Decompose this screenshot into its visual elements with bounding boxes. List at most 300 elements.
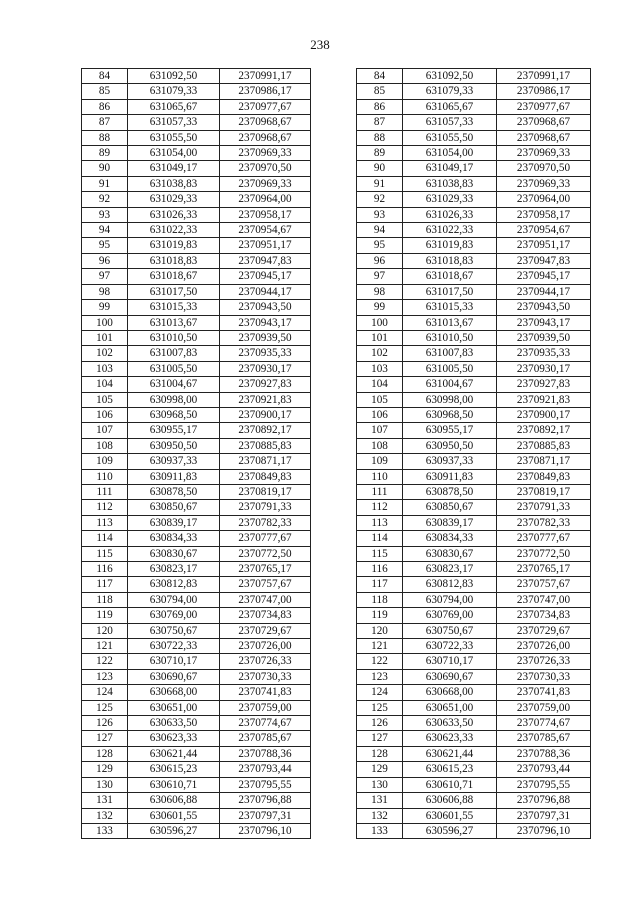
left-point-number-cell: 133 [82,823,128,838]
left-x-coordinate-cell: 630750,67 [128,623,220,638]
left-y-coordinate-cell: 2370943,50 [220,300,311,315]
left-point-number-cell: 92 [82,192,128,207]
table-row [82,546,591,561]
left-x-coordinate-cell: 631038,83 [128,176,220,191]
coordinates-table [81,68,591,839]
left-x-coordinate-cell: 631018,83 [128,253,220,268]
table-row [82,716,591,731]
right-point-number-cell: 130 [357,777,403,792]
right-point-number-cell: 91 [357,176,403,191]
left-y-coordinate-cell: 2370968,67 [220,130,311,145]
left-y-coordinate-cell: 2370796,88 [220,793,311,808]
left-point-number-cell: 122 [82,654,128,669]
left-y-coordinate-cell: 2370772,50 [220,546,311,561]
left-y-coordinate-cell: 2370991,17 [220,69,311,84]
right-y-coordinate-cell: 2370977,67 [497,99,591,114]
left-point-number-cell: 126 [82,716,128,731]
left-point-number-cell: 124 [82,685,128,700]
right-y-coordinate-cell: 2370935,33 [497,346,591,361]
column-gap [311,716,357,731]
left-y-coordinate-cell: 2370944,17 [220,284,311,299]
right-y-coordinate-cell: 2370930,17 [497,361,591,376]
right-point-number-cell: 125 [357,700,403,715]
right-x-coordinate-cell: 630601,55 [403,808,497,823]
right-point-number-cell: 116 [357,562,403,577]
table-row [82,284,591,299]
left-point-number-cell: 129 [82,762,128,777]
left-y-coordinate-cell: 2370777,67 [220,531,311,546]
left-point-number-cell: 94 [82,223,128,238]
right-x-coordinate-cell: 630911,83 [403,469,497,484]
left-x-coordinate-cell: 630830,67 [128,546,220,561]
left-y-coordinate-cell: 2370759,00 [220,700,311,715]
column-gap [311,130,357,145]
right-x-coordinate-cell: 631049,17 [403,161,497,176]
left-point-number-cell: 98 [82,284,128,299]
left-y-coordinate-cell: 2370945,17 [220,269,311,284]
left-x-coordinate-cell: 631055,50 [128,130,220,145]
right-point-number-cell: 100 [357,315,403,330]
right-x-coordinate-cell: 630839,17 [403,515,497,530]
right-x-coordinate-cell: 631055,50 [403,130,497,145]
left-point-number-cell: 99 [82,300,128,315]
left-x-coordinate-cell: 630610,71 [128,777,220,792]
left-point-number-cell: 106 [82,407,128,422]
table-row [82,223,591,238]
left-point-number-cell: 84 [82,69,128,84]
left-y-coordinate-cell: 2370958,17 [220,207,311,222]
right-point-number-cell: 111 [357,484,403,499]
column-gap [311,284,357,299]
table-row [82,69,591,84]
table-row [82,577,591,592]
right-y-coordinate-cell: 2370944,17 [497,284,591,299]
right-y-coordinate-cell: 2370849,83 [497,469,591,484]
right-y-coordinate-cell: 2370796,10 [497,823,591,838]
left-x-coordinate-cell: 630690,67 [128,669,220,684]
left-y-coordinate-cell: 2370986,17 [220,84,311,99]
left-x-coordinate-cell: 630998,00 [128,392,220,407]
left-point-number-cell: 102 [82,346,128,361]
left-y-coordinate-cell: 2370729,67 [220,623,311,638]
table-row [82,608,591,623]
left-x-coordinate-cell: 631015,33 [128,300,220,315]
left-x-coordinate-cell: 631004,67 [128,377,220,392]
right-y-coordinate-cell: 2370969,33 [497,176,591,191]
right-point-number-cell: 115 [357,546,403,561]
right-x-coordinate-cell: 630633,50 [403,716,497,731]
left-y-coordinate-cell: 2370785,67 [220,731,311,746]
right-x-coordinate-cell: 630750,67 [403,623,497,638]
column-gap [311,99,357,114]
right-point-number-cell: 108 [357,438,403,453]
left-x-coordinate-cell: 630812,83 [128,577,220,592]
right-x-coordinate-cell: 631013,67 [403,315,497,330]
table-row [82,346,591,361]
left-x-coordinate-cell: 631017,50 [128,284,220,299]
left-x-coordinate-cell: 630601,55 [128,808,220,823]
right-x-coordinate-cell: 631065,67 [403,99,497,114]
table-row [82,438,591,453]
left-y-coordinate-cell: 2370900,17 [220,407,311,422]
column-gap [311,823,357,838]
right-y-coordinate-cell: 2370991,17 [497,69,591,84]
left-x-coordinate-cell: 630794,00 [128,592,220,607]
column-gap [311,608,357,623]
table-row [82,762,591,777]
left-point-number-cell: 108 [82,438,128,453]
left-y-coordinate-cell: 2370726,00 [220,639,311,654]
left-y-coordinate-cell: 2370797,31 [220,808,311,823]
column-gap [311,84,357,99]
left-point-number-cell: 127 [82,731,128,746]
column-gap [311,392,357,407]
table-row [82,669,591,684]
right-point-number-cell: 127 [357,731,403,746]
column-gap [311,808,357,823]
left-x-coordinate-cell: 630633,50 [128,716,220,731]
column-gap [311,500,357,515]
left-point-number-cell: 116 [82,562,128,577]
right-x-coordinate-cell: 631017,50 [403,284,497,299]
table-row [82,746,591,761]
left-point-number-cell: 132 [82,808,128,823]
column-gap [311,562,357,577]
right-point-number-cell: 110 [357,469,403,484]
right-y-coordinate-cell: 2370785,67 [497,731,591,746]
right-x-coordinate-cell: 631018,83 [403,253,497,268]
left-x-coordinate-cell: 630823,17 [128,562,220,577]
left-point-number-cell: 118 [82,592,128,607]
left-y-coordinate-cell: 2370943,17 [220,315,311,330]
right-point-number-cell: 102 [357,346,403,361]
left-y-coordinate-cell: 2370765,17 [220,562,311,577]
left-x-coordinate-cell: 631013,67 [128,315,220,330]
left-y-coordinate-cell: 2370757,67 [220,577,311,592]
table-row [82,392,591,407]
right-x-coordinate-cell: 631029,33 [403,192,497,207]
right-x-coordinate-cell: 631022,33 [403,223,497,238]
left-y-coordinate-cell: 2370734,83 [220,608,311,623]
left-x-coordinate-cell: 630651,00 [128,700,220,715]
right-y-coordinate-cell: 2370921,83 [497,392,591,407]
right-x-coordinate-cell: 631005,50 [403,361,497,376]
table-row [82,639,591,654]
column-gap [311,361,357,376]
column-gap [311,454,357,469]
left-point-number-cell: 121 [82,639,128,654]
left-x-coordinate-cell: 630606,88 [128,793,220,808]
right-y-coordinate-cell: 2370943,17 [497,315,591,330]
right-point-number-cell: 117 [357,577,403,592]
right-y-coordinate-cell: 2370729,67 [497,623,591,638]
left-x-coordinate-cell: 630769,00 [128,608,220,623]
left-point-number-cell: 109 [82,454,128,469]
column-gap [311,192,357,207]
right-x-coordinate-cell: 630615,23 [403,762,497,777]
left-y-coordinate-cell: 2370954,67 [220,223,311,238]
column-gap [311,300,357,315]
column-gap [311,330,357,345]
column-gap [311,531,357,546]
right-x-coordinate-cell: 631092,50 [403,69,497,84]
column-gap [311,700,357,715]
right-y-coordinate-cell: 2370968,67 [497,115,591,130]
table-row [82,253,591,268]
right-y-coordinate-cell: 2370772,50 [497,546,591,561]
right-x-coordinate-cell: 631054,00 [403,146,497,161]
left-x-coordinate-cell: 630621,44 [128,746,220,761]
right-y-coordinate-cell: 2370964,00 [497,192,591,207]
left-point-number-cell: 95 [82,238,128,253]
left-point-number-cell: 111 [82,484,128,499]
table-row [82,161,591,176]
left-y-coordinate-cell: 2370796,10 [220,823,311,838]
right-y-coordinate-cell: 2370885,83 [497,438,591,453]
left-x-coordinate-cell: 630623,33 [128,731,220,746]
column-gap [311,746,357,761]
table-row [82,823,591,838]
left-y-coordinate-cell: 2370791,33 [220,500,311,515]
table-row [82,315,591,330]
table-row [82,793,591,808]
left-x-coordinate-cell: 630911,83 [128,469,220,484]
left-x-coordinate-cell: 631054,00 [128,146,220,161]
left-point-number-cell: 96 [82,253,128,268]
left-x-coordinate-cell: 630668,00 [128,685,220,700]
table-row [82,731,591,746]
table-row [82,176,591,191]
right-point-number-cell: 128 [357,746,403,761]
left-x-coordinate-cell: 631019,83 [128,238,220,253]
column-gap [311,176,357,191]
left-y-coordinate-cell: 2370968,67 [220,115,311,130]
left-x-coordinate-cell: 631029,33 [128,192,220,207]
left-x-coordinate-cell: 630710,17 [128,654,220,669]
left-y-coordinate-cell: 2370730,33 [220,669,311,684]
table-row [82,207,591,222]
left-point-number-cell: 90 [82,161,128,176]
left-x-coordinate-cell: 631079,33 [128,84,220,99]
column-gap [311,423,357,438]
right-y-coordinate-cell: 2370793,44 [497,762,591,777]
right-x-coordinate-cell: 630722,33 [403,639,497,654]
right-point-number-cell: 105 [357,392,403,407]
table-row [82,300,591,315]
right-point-number-cell: 121 [357,639,403,654]
column-gap [311,777,357,792]
right-point-number-cell: 103 [357,361,403,376]
column-gap [311,515,357,530]
column-gap [311,669,357,684]
column-gap [311,238,357,253]
right-y-coordinate-cell: 2370795,55 [497,777,591,792]
right-x-coordinate-cell: 630710,17 [403,654,497,669]
left-y-coordinate-cell: 2370927,83 [220,377,311,392]
right-x-coordinate-cell: 630812,83 [403,577,497,592]
page-number: 238 [310,37,330,52]
right-y-coordinate-cell: 2370969,33 [497,146,591,161]
right-y-coordinate-cell: 2370797,31 [497,808,591,823]
left-x-coordinate-cell: 631049,17 [128,161,220,176]
table-row [82,685,591,700]
column-gap [311,315,357,330]
column-gap [311,438,357,453]
right-y-coordinate-cell: 2370927,83 [497,377,591,392]
left-y-coordinate-cell: 2370969,33 [220,146,311,161]
left-y-coordinate-cell: 2370921,83 [220,392,311,407]
left-point-number-cell: 89 [82,146,128,161]
left-y-coordinate-cell: 2370947,83 [220,253,311,268]
right-x-coordinate-cell: 630606,88 [403,793,497,808]
left-point-number-cell: 119 [82,608,128,623]
right-y-coordinate-cell: 2370892,17 [497,423,591,438]
left-point-number-cell: 105 [82,392,128,407]
table-row [82,808,591,823]
column-gap [311,623,357,638]
table-row [82,330,591,345]
table-row [82,515,591,530]
column-gap [311,469,357,484]
right-x-coordinate-cell: 630794,00 [403,592,497,607]
left-point-number-cell: 125 [82,700,128,715]
left-y-coordinate-cell: 2370782,33 [220,515,311,530]
left-point-number-cell: 107 [82,423,128,438]
right-y-coordinate-cell: 2370782,33 [497,515,591,530]
right-x-coordinate-cell: 630621,44 [403,746,497,761]
left-point-number-cell: 103 [82,361,128,376]
right-x-coordinate-cell: 631010,50 [403,330,497,345]
right-point-number-cell: 93 [357,207,403,222]
left-point-number-cell: 114 [82,531,128,546]
left-point-number-cell: 87 [82,115,128,130]
column-gap [311,592,357,607]
right-point-number-cell: 131 [357,793,403,808]
left-point-number-cell: 112 [82,500,128,515]
right-y-coordinate-cell: 2370951,17 [497,238,591,253]
left-y-coordinate-cell: 2370951,17 [220,238,311,253]
right-x-coordinate-cell: 630955,17 [403,423,497,438]
right-point-number-cell: 112 [357,500,403,515]
table-row [82,377,591,392]
right-x-coordinate-cell: 630937,33 [403,454,497,469]
left-point-number-cell: 100 [82,315,128,330]
right-point-number-cell: 89 [357,146,403,161]
table-row [82,592,591,607]
table-row [82,407,591,422]
left-y-coordinate-cell: 2370964,00 [220,192,311,207]
table-row [82,361,591,376]
table-row [82,700,591,715]
left-point-number-cell: 130 [82,777,128,792]
column-gap [311,639,357,654]
table-row [82,269,591,284]
table-row [82,99,591,114]
left-x-coordinate-cell: 630850,67 [128,500,220,515]
right-y-coordinate-cell: 2370734,83 [497,608,591,623]
right-x-coordinate-cell: 630950,50 [403,438,497,453]
left-point-number-cell: 86 [82,99,128,114]
right-y-coordinate-cell: 2370900,17 [497,407,591,422]
left-y-coordinate-cell: 2370977,67 [220,99,311,114]
left-point-number-cell: 97 [82,269,128,284]
left-y-coordinate-cell: 2370871,17 [220,454,311,469]
left-y-coordinate-cell: 2370969,33 [220,176,311,191]
right-y-coordinate-cell: 2370765,17 [497,562,591,577]
right-y-coordinate-cell: 2370958,17 [497,207,591,222]
left-x-coordinate-cell: 631005,50 [128,361,220,376]
right-y-coordinate-cell: 2370777,67 [497,531,591,546]
left-x-coordinate-cell: 631065,67 [128,99,220,114]
left-x-coordinate-cell: 630834,33 [128,531,220,546]
column-gap [311,253,357,268]
left-x-coordinate-cell: 631022,33 [128,223,220,238]
right-y-coordinate-cell: 2370986,17 [497,84,591,99]
table-row [82,469,591,484]
right-point-number-cell: 94 [357,223,403,238]
column-gap [311,577,357,592]
right-y-coordinate-cell: 2370757,67 [497,577,591,592]
right-point-number-cell: 96 [357,253,403,268]
column-gap [311,146,357,161]
right-point-number-cell: 129 [357,762,403,777]
left-point-number-cell: 110 [82,469,128,484]
left-point-number-cell: 117 [82,577,128,592]
right-point-number-cell: 114 [357,531,403,546]
table-row [82,777,591,792]
right-point-number-cell: 120 [357,623,403,638]
right-point-number-cell: 87 [357,115,403,130]
right-point-number-cell: 86 [357,99,403,114]
left-x-coordinate-cell: 631007,83 [128,346,220,361]
left-y-coordinate-cell: 2370939,50 [220,330,311,345]
right-x-coordinate-cell: 630878,50 [403,484,497,499]
column-gap [311,654,357,669]
right-y-coordinate-cell: 2370791,33 [497,500,591,515]
table-row [82,623,591,638]
column-gap [311,115,357,130]
table-row [82,146,591,161]
right-x-coordinate-cell: 630850,67 [403,500,497,515]
right-x-coordinate-cell: 631018,67 [403,269,497,284]
column-gap [311,346,357,361]
left-x-coordinate-cell: 630839,17 [128,515,220,530]
left-y-coordinate-cell: 2370788,36 [220,746,311,761]
left-x-coordinate-cell: 631018,67 [128,269,220,284]
right-point-number-cell: 97 [357,269,403,284]
right-point-number-cell: 84 [357,69,403,84]
right-point-number-cell: 122 [357,654,403,669]
left-point-number-cell: 115 [82,546,128,561]
column-gap [311,546,357,561]
left-y-coordinate-cell: 2370774,67 [220,716,311,731]
right-y-coordinate-cell: 2370954,67 [497,223,591,238]
column-gap [311,793,357,808]
table-row [82,454,591,469]
table-row [82,423,591,438]
column-gap [311,207,357,222]
left-point-number-cell: 104 [82,377,128,392]
right-x-coordinate-cell: 631007,83 [403,346,497,361]
column-gap [311,377,357,392]
right-point-number-cell: 132 [357,808,403,823]
left-y-coordinate-cell: 2370726,33 [220,654,311,669]
right-point-number-cell: 123 [357,669,403,684]
right-x-coordinate-cell: 631038,83 [403,176,497,191]
right-x-coordinate-cell: 631026,33 [403,207,497,222]
left-x-coordinate-cell: 630950,50 [128,438,220,453]
right-y-coordinate-cell: 2370774,67 [497,716,591,731]
